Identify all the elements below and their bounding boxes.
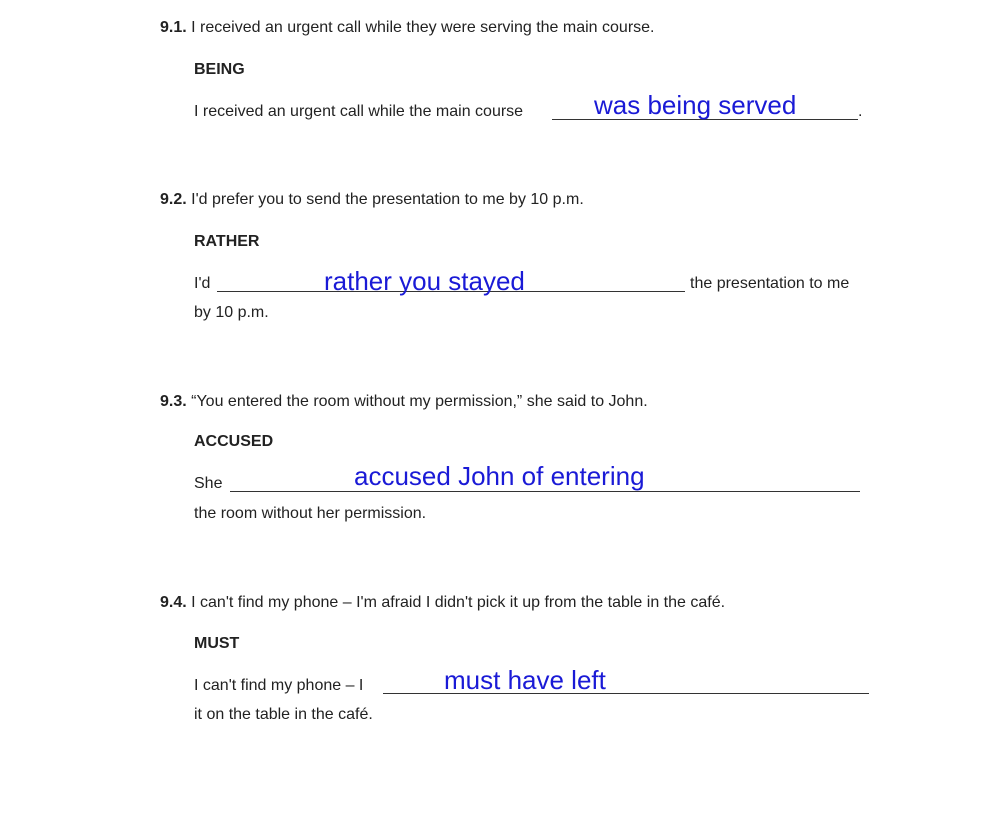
sentence-continuation: it on the table in the café.: [194, 706, 373, 723]
sentence-continuation: by 10 p.m.: [194, 304, 269, 321]
question-prompt: [160, 594, 725, 612]
sentence-end: .: [858, 103, 863, 120]
answer-blank: [230, 491, 860, 492]
sentence-start: I received an urgent call while the main course: [194, 103, 524, 120]
handwritten-answer: must have left: [444, 665, 606, 695]
handwritten-answer: was being served: [594, 90, 797, 120]
question-prompt: [160, 393, 648, 411]
sentence-end: the presentation to me: [690, 275, 850, 292]
handwritten-answer: rather you stayed: [324, 266, 525, 296]
question-prompt: [160, 191, 584, 209]
sentence-start: She: [194, 475, 223, 492]
question-number: 9.3.: [160, 393, 187, 410]
keyword: RATHER: [194, 233, 260, 250]
question-number: 9.2.: [160, 191, 187, 208]
sentence-continuation: the room without her permission.: [194, 505, 427, 522]
sentence-start: I'd: [194, 275, 211, 292]
question-text: I received an urgent call while they were serving the main course.: [191, 19, 655, 36]
question-prompt: [160, 19, 654, 37]
question-text: “You entered the room without my permission,” she said to John.: [191, 393, 648, 410]
keyword: ACCUSED: [194, 433, 274, 450]
sentence-start: I can't find my phone – I: [194, 677, 364, 694]
keyword: MUST: [194, 635, 240, 652]
handwritten-answer: accused John of entering: [354, 461, 645, 491]
question-number: 9.4.: [160, 594, 187, 611]
question-text: I'd prefer you to send the presentation to me by 10 p.m.: [191, 191, 584, 208]
question-text: I can't find my phone – I'm afraid I didn't pick it up from the table in the café.: [191, 594, 726, 611]
keyword: BEING: [194, 61, 245, 78]
question-number: 9.1.: [160, 19, 187, 36]
